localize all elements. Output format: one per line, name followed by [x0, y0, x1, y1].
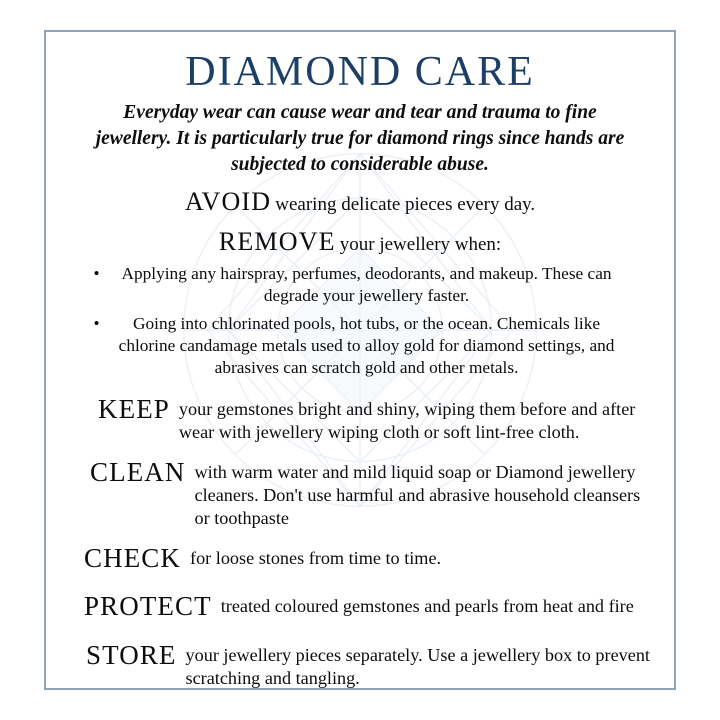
avoid-text: wearing delicate pieces every day. — [275, 194, 536, 216]
bullet-icon: • — [93, 263, 100, 283]
tip-text-keep: your gemstones bright and shiny, wiping them before and after wear with jewellery wiping cloth or soft lint-free cloth. — [178, 399, 636, 443]
tip-text-protect: treated coloured gemstones and pearls from heat and fire — [220, 595, 634, 616]
list-item-text: Going into chlorinated pools, hot tubs, or the ocean. Chemicals like chlorine candamage metals used to alloy gold for diamond settings, and abrasives can scratch gold and other metals. — [118, 313, 615, 378]
avoid-keyword: AVOID — [184, 187, 272, 217]
tip-keep — [70, 393, 650, 444]
tip-clean — [70, 456, 650, 530]
tip-text-store: your jewellery pieces separately. Use a jewellery box to prevent scratching and tangling. — [185, 645, 650, 689]
page-title: DIAMOND CARE — [185, 49, 535, 95]
avoid-line — [62, 186, 658, 217]
remove-keyword: REMOVE — [218, 227, 336, 257]
intro-paragraph: Everyday wear can cause wear and tear and trauma to fine jewellery. It is particularly true for diamond rings since hands are subjected to considerable abuse. — [95, 102, 625, 175]
list-item — [92, 263, 628, 307]
tip-keyword-clean: CLEAN — [90, 457, 186, 488]
remove-line — [62, 226, 658, 257]
tip-check — [70, 542, 650, 574]
list-item-text: Applying any hairspray, perfumes, deodorants, and makeup. These can degrade your jewellery faster. — [121, 263, 612, 305]
tip-store — [70, 639, 650, 690]
tip-text-clean: with warm water and mild liquid soap or Diamond jewellery cleaners. Don't use harmful and abrasive household cleansers or toothpaste — [194, 462, 641, 528]
list-item — [92, 313, 628, 379]
tip-protect — [70, 590, 650, 622]
tip-keyword-keep: KEEP — [98, 394, 170, 425]
remove-bullet-list — [92, 263, 628, 380]
bullet-icon: • — [93, 313, 100, 333]
tip-keyword-protect: PROTECT — [84, 590, 212, 621]
tip-keyword-check: CHECK — [84, 542, 182, 573]
tip-text-check: for loose stones from time to time. — [190, 547, 442, 568]
remove-text: your jewellery when: — [339, 234, 502, 256]
poster-content — [44, 30, 676, 690]
tip-keyword-store: STORE — [86, 640, 177, 671]
